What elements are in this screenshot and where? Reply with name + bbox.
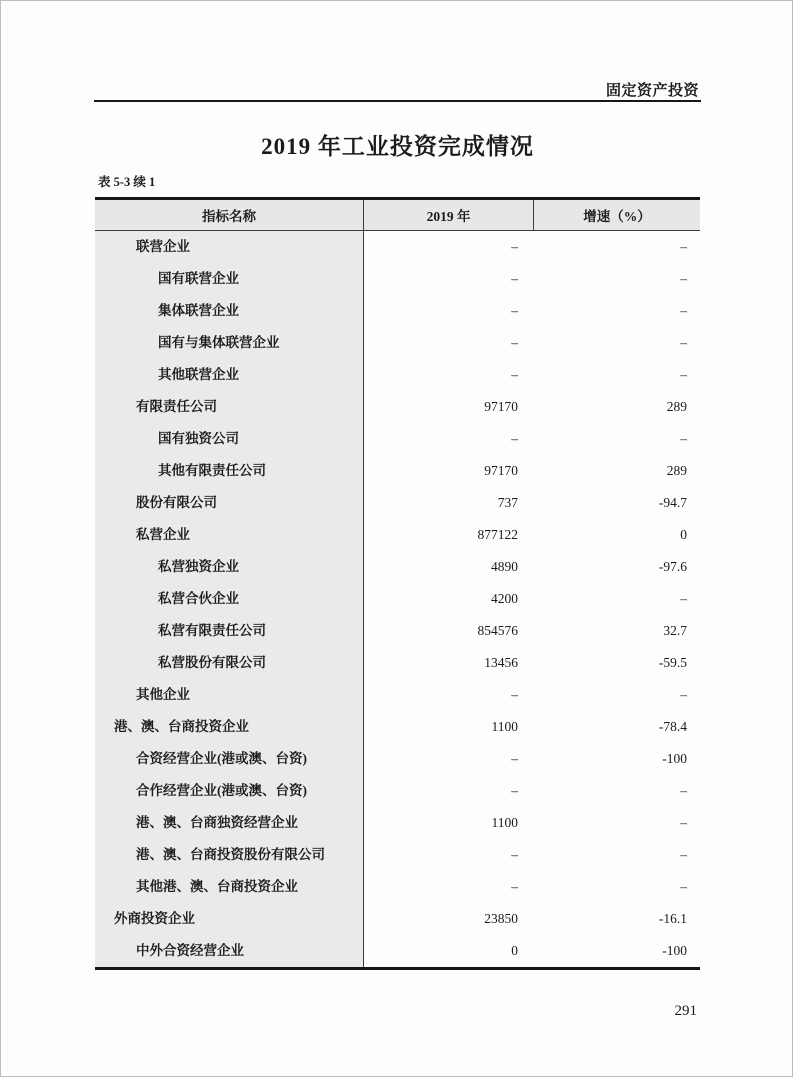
row-value-2019: – bbox=[511, 431, 518, 447]
header-rule bbox=[94, 100, 701, 102]
table-row bbox=[95, 807, 700, 839]
table-row bbox=[95, 935, 700, 967]
row-growth: -78.4 bbox=[658, 719, 687, 735]
row-label: 合资经营企业(港或澳、台资) bbox=[95, 743, 364, 775]
row-label: 股份有限公司 bbox=[95, 487, 364, 519]
row-value-2019: 97170 bbox=[484, 399, 518, 415]
table-row bbox=[95, 327, 700, 359]
row-label: 有限责任公司 bbox=[95, 391, 364, 423]
row-growth: – bbox=[680, 271, 687, 287]
row-value-2019: 1100 bbox=[491, 815, 518, 831]
table-row bbox=[95, 711, 700, 743]
row-label: 国有联营企业 bbox=[95, 263, 364, 295]
row-growth: -16.1 bbox=[658, 911, 687, 927]
table-row bbox=[95, 487, 700, 519]
row-label: 私营独资企业 bbox=[95, 551, 364, 583]
row-label: 私营合伙企业 bbox=[95, 583, 364, 615]
row-label: 港、澳、台商独资经营企业 bbox=[95, 807, 364, 839]
table-row bbox=[95, 519, 700, 551]
table-row bbox=[95, 263, 700, 295]
row-label: 港、澳、台商投资股份有限公司 bbox=[95, 839, 364, 871]
row-label: 国有与集体联营企业 bbox=[95, 327, 364, 359]
table-row bbox=[95, 455, 700, 487]
data-table bbox=[95, 197, 700, 970]
table-row bbox=[95, 839, 700, 871]
table-row bbox=[95, 295, 700, 327]
row-value-2019: 1100 bbox=[491, 719, 518, 735]
row-value-2019: 97170 bbox=[484, 463, 518, 479]
table-row bbox=[95, 231, 700, 263]
table-row bbox=[95, 679, 700, 711]
row-growth: 289 bbox=[666, 399, 687, 415]
running-header: 固定资产投资 bbox=[605, 82, 699, 99]
row-label: 外商投资企业 bbox=[95, 903, 364, 935]
table-row bbox=[95, 423, 700, 455]
table-row bbox=[95, 359, 700, 391]
row-value-2019: – bbox=[511, 367, 518, 383]
row-growth: 0 bbox=[680, 527, 687, 543]
table-row bbox=[95, 583, 700, 615]
row-growth: – bbox=[680, 335, 687, 351]
row-growth: 32.7 bbox=[663, 623, 687, 639]
table-row bbox=[95, 551, 700, 583]
column-header-indicator-name: 指标名称 bbox=[95, 200, 364, 230]
row-value-2019: 23850 bbox=[484, 911, 518, 927]
row-label: 联营企业 bbox=[95, 231, 364, 263]
table-row bbox=[95, 743, 700, 775]
row-growth: -94.7 bbox=[658, 495, 687, 511]
row-label: 私营有限责任公司 bbox=[95, 615, 364, 647]
row-value-2019: 13456 bbox=[484, 655, 518, 671]
table-row bbox=[95, 775, 700, 807]
table-row bbox=[95, 871, 700, 903]
row-value-2019: 4200 bbox=[491, 591, 518, 607]
row-label: 其他有限责任公司 bbox=[95, 455, 364, 487]
row-growth: – bbox=[680, 815, 687, 831]
row-value-2019: 4890 bbox=[491, 559, 518, 575]
column-header-2019: 2019 年 bbox=[364, 200, 534, 230]
table-caption: 表 5-3 续 1 bbox=[98, 175, 156, 189]
row-growth: – bbox=[680, 591, 687, 607]
row-value-2019: – bbox=[511, 847, 518, 863]
row-label: 私营企业 bbox=[95, 519, 364, 551]
row-growth: – bbox=[680, 687, 687, 703]
row-value-2019: – bbox=[511, 335, 518, 351]
row-label: 私营股份有限公司 bbox=[95, 647, 364, 679]
row-label: 集体联营企业 bbox=[95, 295, 364, 327]
table-row bbox=[95, 615, 700, 647]
page-title: 2019 年工业投资完成情况 bbox=[261, 134, 534, 159]
row-growth: -59.5 bbox=[658, 655, 687, 671]
table-row bbox=[95, 647, 700, 679]
row-value-2019: – bbox=[511, 303, 518, 319]
row-growth: – bbox=[680, 783, 687, 799]
row-growth: 289 bbox=[666, 463, 687, 479]
row-growth: -97.6 bbox=[658, 559, 687, 575]
row-label: 国有独资公司 bbox=[95, 423, 364, 455]
page-number: 291 bbox=[674, 1003, 697, 1019]
row-growth: -100 bbox=[662, 943, 687, 959]
row-growth: – bbox=[680, 879, 687, 895]
row-value-2019: 854576 bbox=[477, 623, 518, 639]
row-growth: – bbox=[680, 303, 687, 319]
row-value-2019: – bbox=[511, 879, 518, 895]
row-value-2019: 877122 bbox=[477, 527, 518, 543]
row-growth: -100 bbox=[662, 751, 687, 767]
row-value-2019: – bbox=[511, 239, 518, 255]
row-label: 中外合资经营企业 bbox=[95, 935, 364, 967]
row-value-2019: – bbox=[511, 687, 518, 703]
row-value-2019: 0 bbox=[511, 943, 518, 959]
column-header-growth-rate: 增速（%） bbox=[583, 209, 651, 224]
row-growth: – bbox=[680, 367, 687, 383]
row-label: 其他港、澳、台商投资企业 bbox=[95, 871, 364, 903]
row-growth: – bbox=[680, 431, 687, 447]
row-label: 港、澳、台商投资企业 bbox=[95, 711, 364, 743]
row-value-2019: – bbox=[511, 271, 518, 287]
table-header-row bbox=[95, 200, 700, 231]
row-label: 其他企业 bbox=[95, 679, 364, 711]
row-value-2019: – bbox=[511, 751, 518, 767]
table-body bbox=[95, 231, 700, 967]
row-label: 其他联营企业 bbox=[95, 359, 364, 391]
row-label: 合作经营企业(港或澳、台资) bbox=[95, 775, 364, 807]
row-growth: – bbox=[680, 847, 687, 863]
table-row bbox=[95, 391, 700, 423]
table-row bbox=[95, 903, 700, 935]
row-value-2019: – bbox=[511, 783, 518, 799]
row-growth: – bbox=[680, 239, 687, 255]
row-value-2019: 737 bbox=[497, 495, 518, 511]
